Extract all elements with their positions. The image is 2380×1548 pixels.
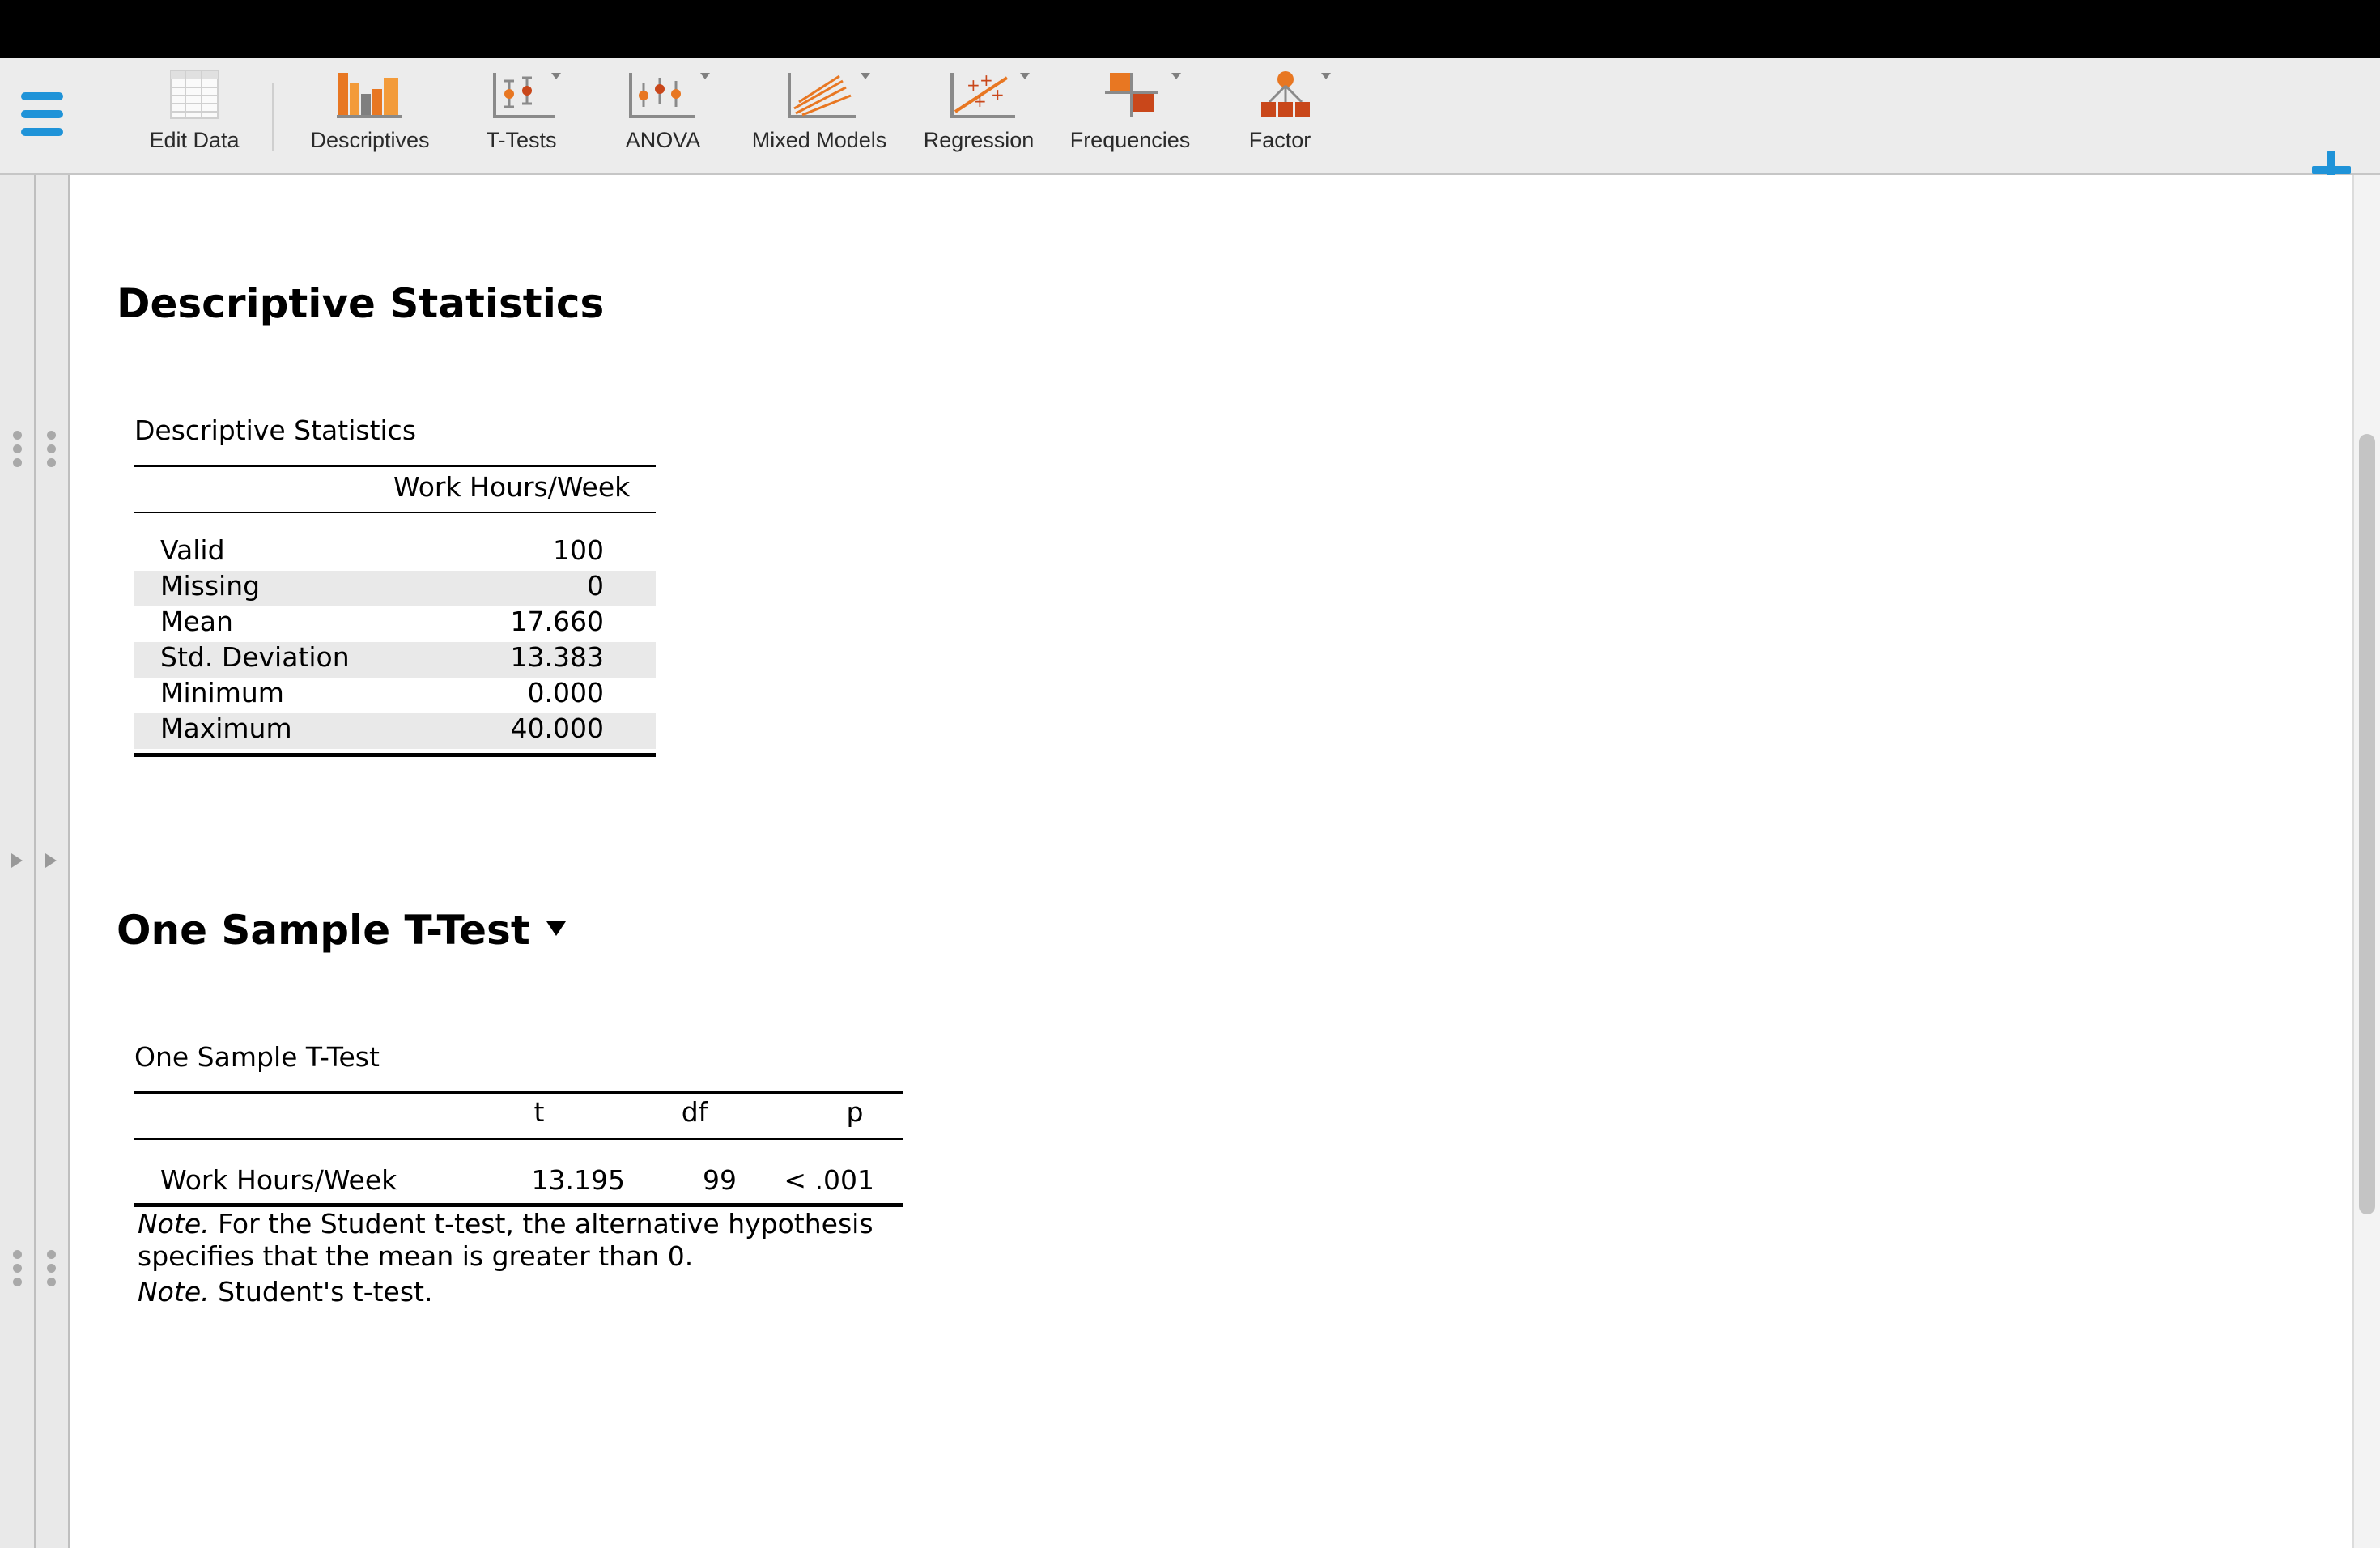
ttest-row-label: Work Hours/Week	[160, 1164, 397, 1196]
ttest-heading[interactable]	[117, 907, 566, 954]
row-value-maximum: 40.000	[510, 712, 604, 744]
analysis-toolbar	[0, 58, 2380, 175]
results-scrollbar[interactable]	[2352, 175, 2380, 1548]
column-header-t: t	[533, 1096, 545, 1128]
edit-data-button[interactable]	[139, 70, 249, 168]
toolbar-separator	[272, 83, 274, 151]
regression-button[interactable]	[920, 70, 1038, 168]
row-label-missing: Missing	[160, 570, 261, 602]
hamburger-menu-icon[interactable]	[19, 92, 66, 141]
ttest-note-students	[138, 1276, 915, 1308]
scrollbar-thumb[interactable]	[2359, 434, 2375, 1214]
note-text: Student's t-test.	[209, 1276, 433, 1308]
svg-text:+: +	[967, 75, 980, 95]
drag-handle-icon[interactable]	[13, 1250, 23, 1291]
t-test-icon	[477, 70, 566, 120]
drag-handle-icon[interactable]	[47, 1250, 57, 1291]
row-value-missing: 0	[587, 570, 604, 602]
expand-arrow-icon[interactable]	[45, 853, 57, 868]
ttest-table-title: One Sample T-Test	[134, 1041, 380, 1073]
mixed-models-label: Mixed Models	[751, 128, 887, 152]
row-label-maximum: Maximum	[160, 712, 292, 744]
note-text: For the Student t-test, the alternative hypothesis	[209, 1208, 873, 1240]
anova-icon	[614, 70, 712, 120]
descriptives-table-title: Descriptive Statistics	[134, 415, 417, 446]
row-label-std-deviation: Std. Deviation	[160, 641, 350, 673]
row-value-std-deviation: 13.383	[510, 641, 604, 673]
factor-button[interactable]	[1222, 70, 1337, 168]
spreadsheet-icon	[169, 70, 219, 120]
factor-icon	[1227, 70, 1332, 120]
ttest-heading-text: One Sample T-Test	[117, 907, 530, 954]
note-text-continued: specifies that the mean is greater than 0.	[138, 1240, 694, 1272]
drag-handle-icon[interactable]	[13, 431, 23, 472]
window-top-bar	[0, 0, 2380, 58]
edit-data-label: Edit Data	[149, 128, 240, 152]
column-header: Work Hours/Week	[393, 471, 631, 503]
t-tests-button[interactable]	[471, 70, 572, 168]
anova-label: ANOVA	[625, 128, 701, 152]
table-bottom-rule	[134, 753, 656, 757]
column-header-p: p	[846, 1096, 864, 1128]
table-top-rule	[134, 465, 656, 467]
row-label-mean: Mean	[160, 606, 233, 637]
row-value-minimum: 0.000	[527, 677, 604, 708]
svg-text:+: +	[980, 70, 993, 90]
row-value-mean: 17.660	[510, 606, 604, 637]
note-prefix: Note.	[138, 1276, 210, 1308]
regression-icon	[926, 70, 1031, 120]
column-header-df: df	[681, 1096, 708, 1128]
dropdown-arrow-icon[interactable]	[546, 921, 566, 936]
descriptives-label: Descriptives	[310, 128, 430, 152]
drag-handle-icon[interactable]	[47, 431, 57, 472]
note-prefix: Note.	[138, 1208, 210, 1240]
mixed-models-icon	[767, 70, 872, 120]
header-rule	[134, 1138, 903, 1140]
factor-label: Factor	[1248, 128, 1311, 152]
ttest-row-p: < .001	[784, 1164, 874, 1196]
mixed-models-button[interactable]	[745, 70, 894, 168]
row-label-minimum: Minimum	[160, 677, 284, 708]
descriptives-button[interactable]	[301, 70, 439, 168]
analysis-panel-gutter[interactable]	[36, 175, 70, 1548]
descriptives-heading: Descriptive Statistics	[117, 280, 605, 327]
svg-text:+: +	[991, 85, 1005, 104]
ttest-note-alternative	[138, 1208, 915, 1273]
header-rule	[134, 512, 656, 513]
frequencies-button[interactable]	[1065, 70, 1195, 168]
bar-chart-icon	[335, 70, 405, 120]
data-panel-gutter[interactable]	[0, 175, 36, 1548]
row-label-valid: Valid	[160, 534, 225, 566]
anova-button[interactable]	[614, 70, 712, 168]
ttest-row-df: 99	[703, 1164, 737, 1196]
t-tests-label: T-Tests	[486, 128, 557, 152]
results-panel	[70, 175, 2352, 1548]
regression-label: Regression	[923, 128, 1035, 152]
ttest-row-t: 13.195	[531, 1164, 625, 1196]
table-top-rule	[134, 1091, 903, 1094]
table-bottom-rule	[134, 1203, 903, 1207]
expand-arrow-icon[interactable]	[11, 853, 23, 868]
svg-text:+: +	[973, 91, 987, 111]
frequencies-label: Frequencies	[1069, 128, 1191, 152]
frequencies-icon	[1077, 70, 1183, 120]
row-value-valid: 100	[553, 534, 604, 566]
